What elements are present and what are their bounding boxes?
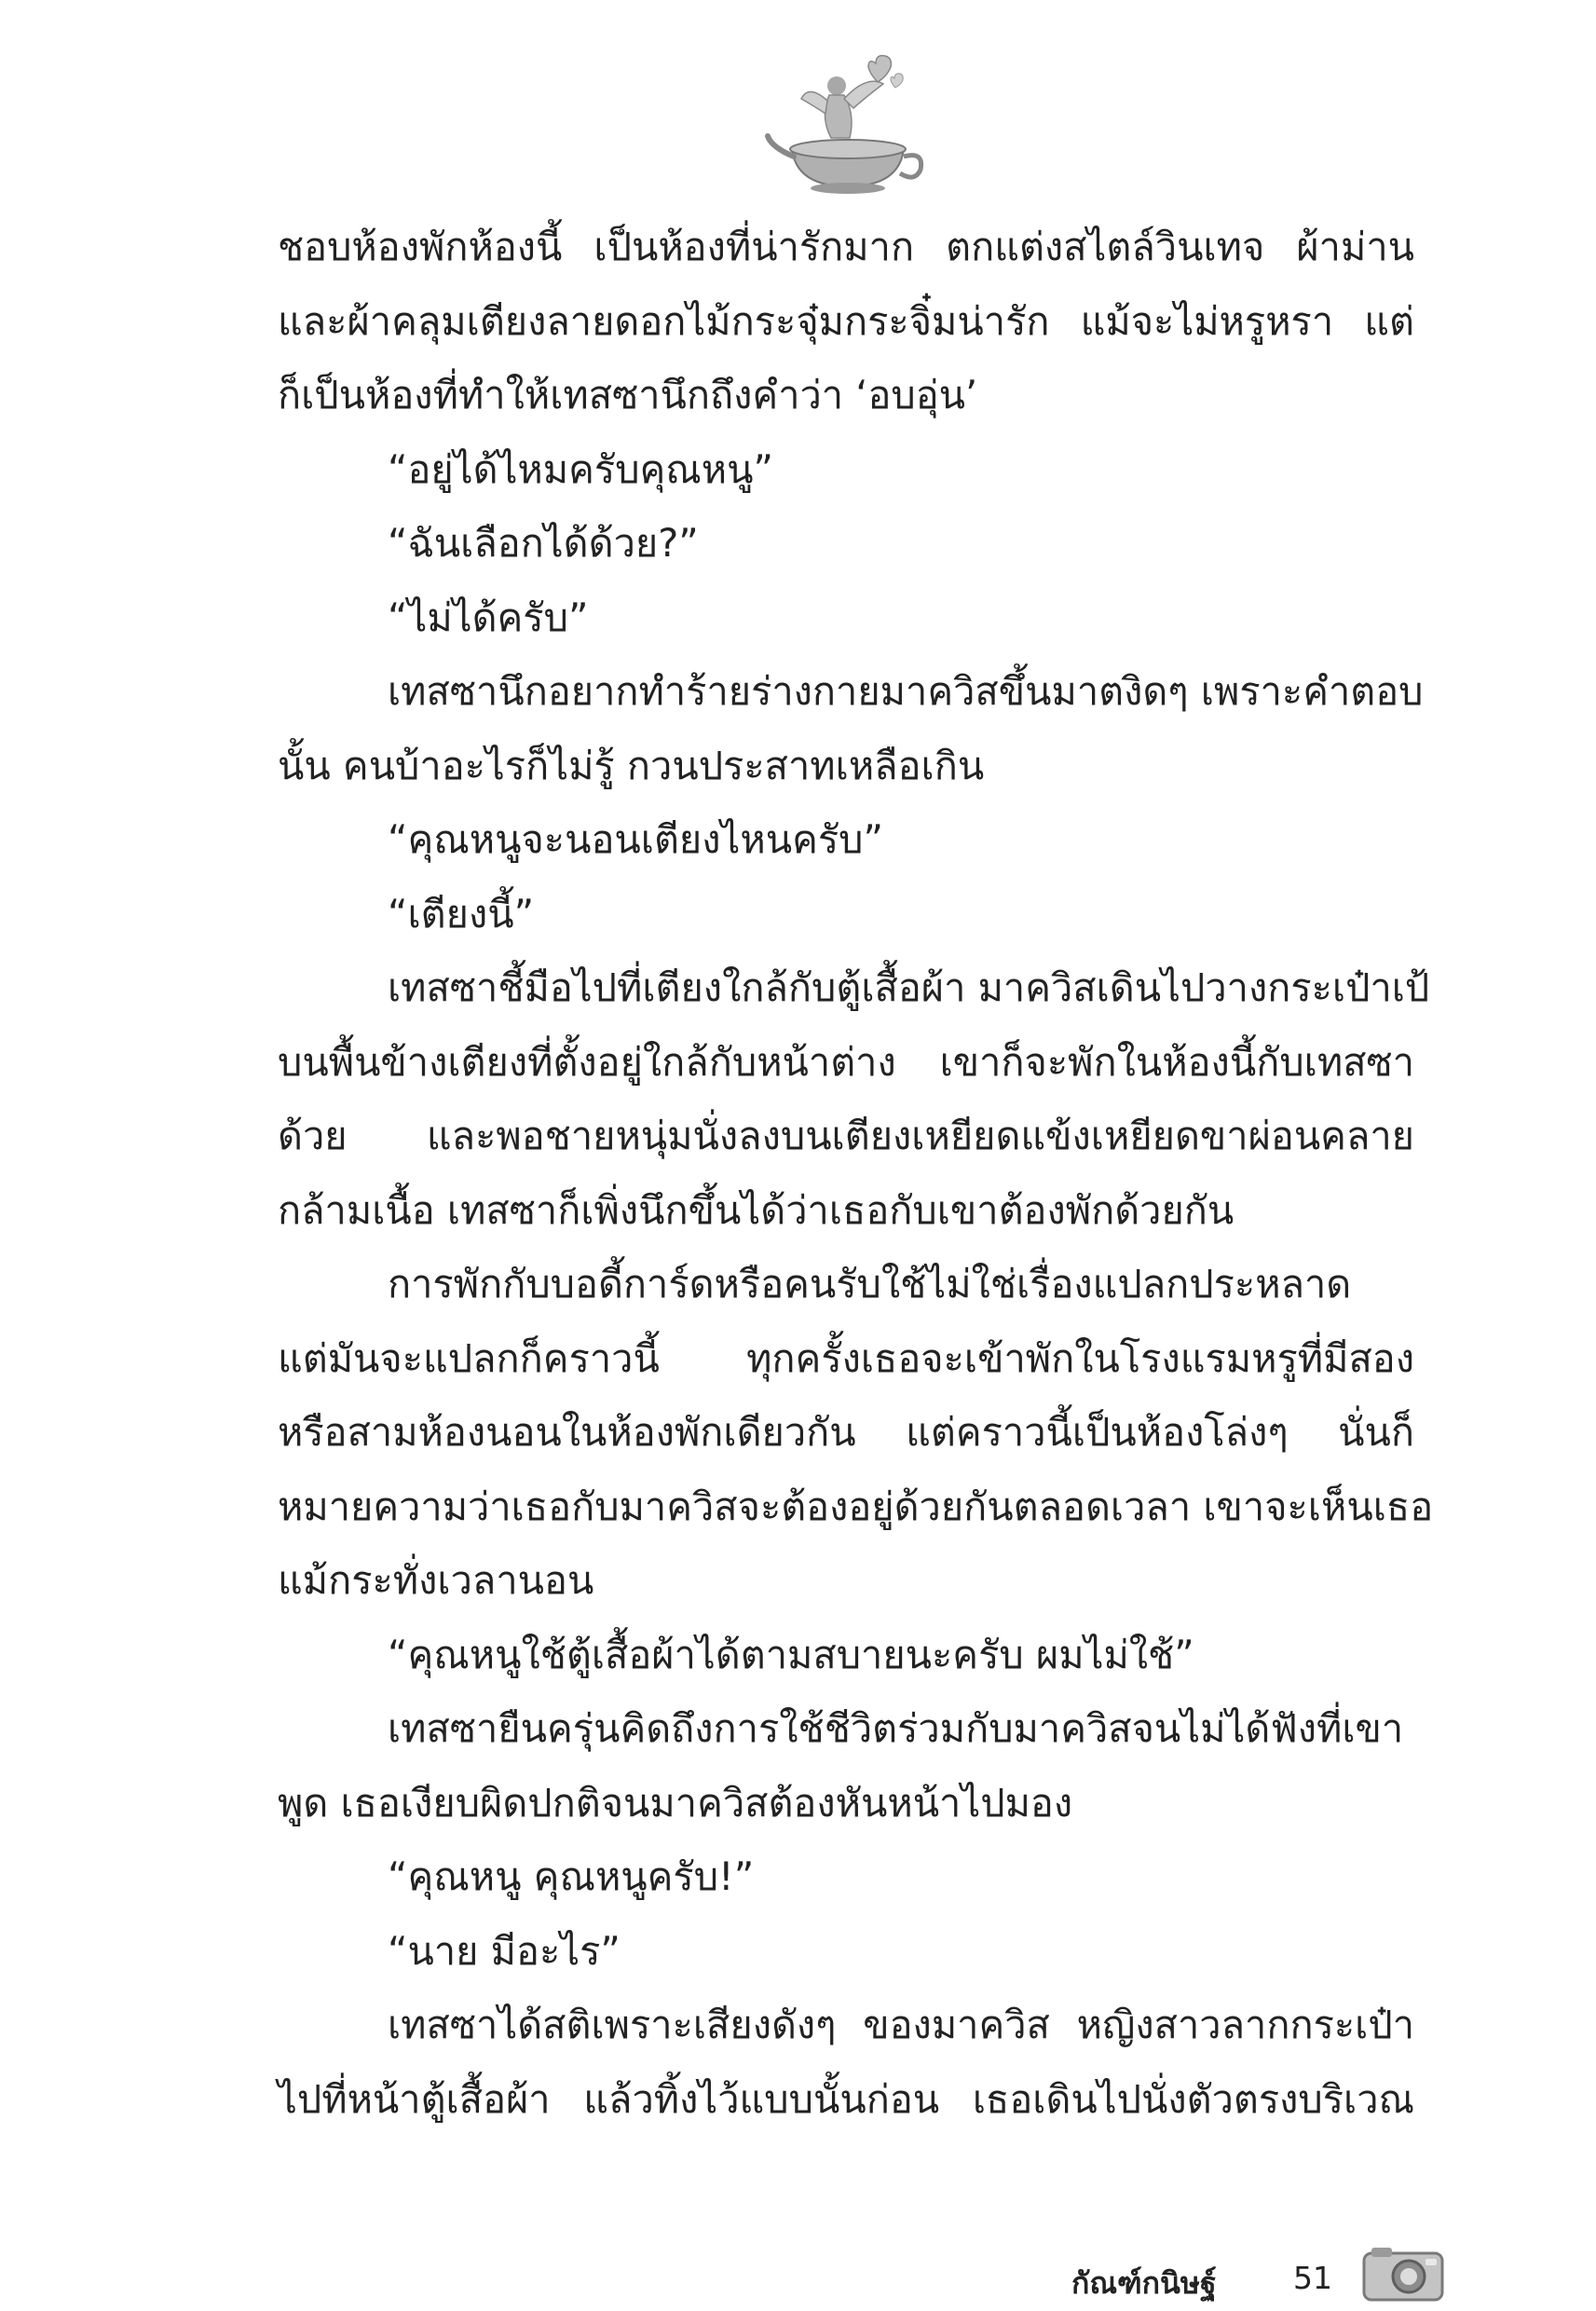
text-line: เทสซายืนครุ่นคิดถึงการใช้ชีวิตร่วมกับมาควิสจนไม่ได้ฟังที่เขา bbox=[388, 1705, 1404, 1751]
text-line: เทสซาได้สติเพราะเสียงดังๆ ของมาควิส หญิงสาวลากกระเป๋า bbox=[388, 2002, 1414, 2047]
text-line: “นาย มีอะไร” bbox=[388, 1927, 621, 1974]
text-line: “อยู่ได้ไหมครับคุณหนู” bbox=[388, 445, 774, 492]
text-line: เทสซาชี้มือไปที่เตียงใกล้กับตู้เสื้อผ้า มาควิสเดินไปวางกระเป๋าเป้ bbox=[388, 964, 1430, 1010]
page-number: 51 bbox=[1293, 2260, 1332, 2296]
text-line: ก็เป็นห้องที่ทำให้เทสซานึกถึงคำว่า ‘อบอุ่น’ bbox=[278, 372, 978, 417]
text-line: ด้วย และพอชายหนุ่มนั่งลงบนเตียงเหยียดแข้งเหยียดขาผ่อนคลาย bbox=[278, 1113, 1414, 1158]
text-line: พูด เธอเงียบผิดปกติจนมาควิสต้องหันหน้าไปมอง bbox=[278, 1779, 1073, 1826]
text-line: แต่มันจะแปลกก็คราวนี้ ทุกครั้งเธอจะเข้าพักในโรงแรมหรูที่มีสอง bbox=[278, 1334, 1414, 1381]
text-line: “เตียงนี้” bbox=[388, 890, 535, 937]
book-title: กัณฑ์กนิษฐ์ bbox=[1071, 2265, 1217, 2301]
text-line: นั้น คนบ้าอะไรก็ไม่รู้ กวนประสาทเหลือเกิน bbox=[278, 742, 985, 788]
text-line: และผ้าคลุมเตียงลายดอกไม้กระจุ๋มกระจิ๋มน่ารัก แม้จะไม่หรูหรา แต่ bbox=[278, 297, 1414, 344]
text-line: การพักกับบอดี้การ์ดหรือคนรับใช้ไม่ใช่เรื่องแปลกประหลาด bbox=[388, 1261, 1352, 1306]
text-line: “คุณหนู คุณหนูครับ!” bbox=[388, 1853, 755, 1899]
text-line: แม้กระทั่งเวลานอน bbox=[278, 1557, 594, 1603]
text-line: หมายความว่าเธอกับมาควิสจะต้องอยู่ด้วยกันตลอดเวลา เขาจะเห็นเธอ bbox=[278, 1483, 1434, 1529]
camera-icon bbox=[1360, 2244, 1446, 2304]
text-line: ชอบห้องพักห้องนี้ เป็นห้องที่น่ารักมาก ตกแต่งสไตล์วินเทจ ผ้าม่าน bbox=[278, 224, 1414, 269]
body-text bbox=[278, 210, 1434, 2136]
text-line: ไปที่หน้าตู้เสื้อผ้า แล้วทิ้งไว้แบบนั้นก่อน เธอเดินไปนั่งตัวตรงบริเวณ bbox=[278, 2075, 1414, 2122]
text-line: หรือสามห้องนอนในห้องพักเดียวกัน แต่คราวนี้เป็นห้องโล่งๆ นั่นก็ bbox=[278, 1409, 1414, 1455]
text-line: “คุณหนูใช้ตู้เสื้อผ้าได้ตามสบายนะครับ ผมไม่ใช้” bbox=[388, 1631, 1194, 1677]
text-line: “ไม่ได้ครับ” bbox=[388, 594, 589, 640]
text-line: “คุณหนูจะนอนเตียงไหนครับ” bbox=[388, 816, 883, 862]
cupid-teapot-ornament-icon bbox=[764, 47, 932, 196]
text-line: กล้ามเนื้อ เทสซาก็เพิ่งนึกขึ้นได้ว่าเธอกับเขาต้องพักด้วยกัน bbox=[278, 1186, 1235, 1233]
text-line: “ฉันเลือกได้ด้วย?” bbox=[388, 520, 699, 566]
text-line: บนพื้นข้างเตียงที่ตั้งอยู่ใกล้กับหน้าต่าง เขาก็จะพักในห้องนี้กับเทสซา bbox=[278, 1038, 1414, 1085]
text-line: เทสซานึกอยากทำร้ายร่างกายมาควิสขึ้นมาตงิดๆ เพราะคำตอบ bbox=[388, 668, 1424, 714]
